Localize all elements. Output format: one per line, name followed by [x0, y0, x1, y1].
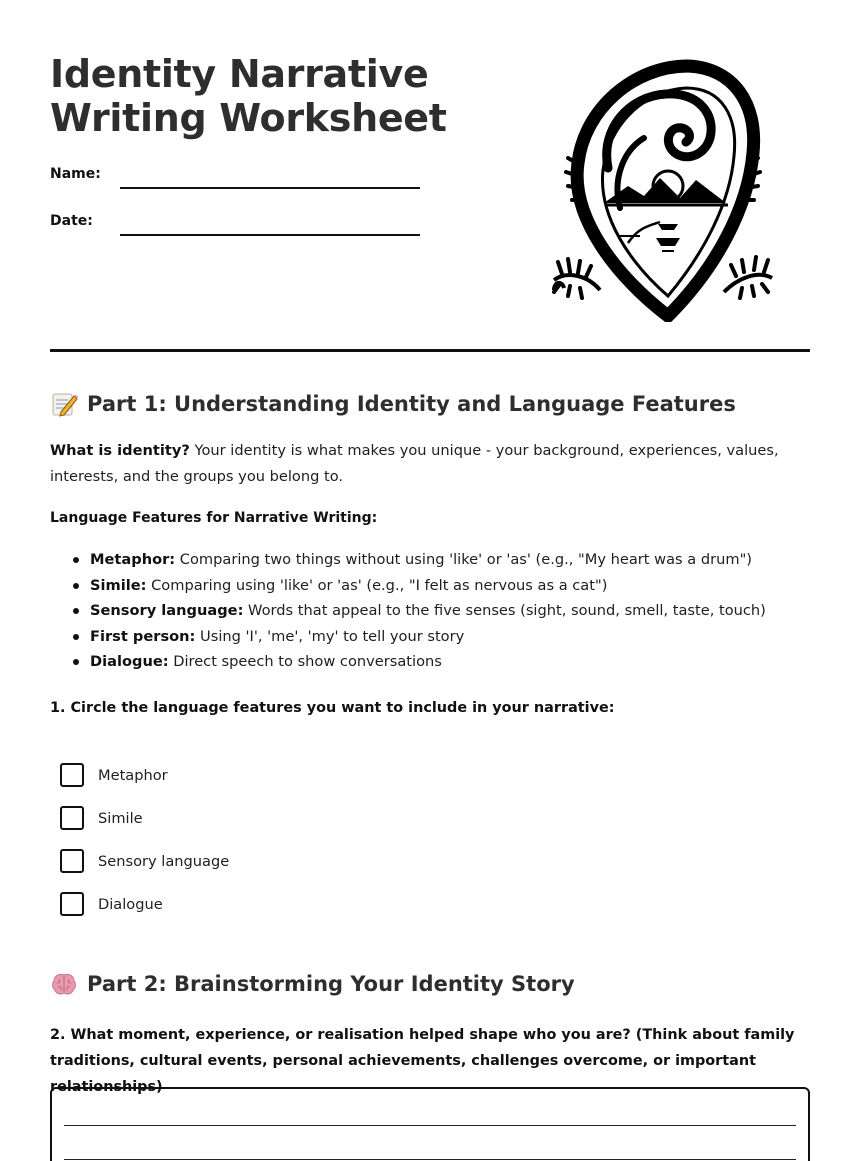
- name-field[interactable]: [120, 187, 420, 189]
- question-2: 2. What moment, experience, or realisation helped shape who you are? (Think about family traditions, cultural events, personal achievements, challenges overcome, or important relationships): [50, 1027, 795, 1095]
- option-label: Sensory language: [98, 852, 230, 870]
- option-label: Metaphor: [98, 766, 168, 784]
- date-label: Date:: [50, 213, 93, 229]
- identity-paragraph: [50, 438, 815, 490]
- title-line-2: Writing Worksheet: [50, 96, 447, 140]
- feature-term: Simile:: [90, 576, 147, 594]
- identity-definition: Your identity is what makes you unique - your background, experiences, values, interests, and the groups you belong to.: [50, 442, 779, 485]
- simile-checkbox[interactable]: [60, 806, 84, 830]
- feature-text: Comparing two things without using 'like' or 'as' (e.g., "My heart was a drum"): [175, 551, 752, 568]
- answer-box[interactable]: [50, 1087, 810, 1161]
- answer-line: [64, 1125, 796, 1126]
- identity-term: What is identity?: [50, 442, 190, 459]
- date-field[interactable]: [120, 234, 420, 236]
- koru-landscape-logo-icon: [548, 58, 778, 322]
- name-label: Name:: [50, 166, 101, 182]
- header-divider: [50, 349, 810, 352]
- list-item: [70, 598, 766, 624]
- list-item: [70, 573, 766, 599]
- feature-term: Metaphor:: [90, 551, 176, 568]
- features-heading: Language Features for Narrative Writing:: [50, 510, 378, 526]
- option-label: Dialogue: [98, 895, 163, 913]
- option-metaphor[interactable]: [60, 763, 168, 787]
- memo-pencil-icon: [50, 390, 78, 418]
- title-line-1: Identity Narrative: [50, 52, 429, 96]
- option-label: Simile: [98, 809, 143, 827]
- worksheet-title: [50, 52, 447, 140]
- answer-line: [64, 1159, 796, 1160]
- sensory-language-checkbox[interactable]: [60, 849, 84, 873]
- option-simile[interactable]: [60, 806, 143, 830]
- feature-text: Words that appeal to the five senses (sight, sound, smell, taste, touch): [243, 602, 766, 619]
- part2-heading-text: Part 2: Brainstorming Your Identity Story: [87, 972, 575, 996]
- part1-heading-text: Part 1: Understanding Identity and Language Features: [87, 392, 736, 416]
- dialogue-checkbox[interactable]: [60, 892, 84, 916]
- part2-heading: [50, 970, 575, 998]
- features-list: [70, 547, 766, 675]
- feature-text: Using 'I', 'me', 'my' to tell your story: [195, 627, 465, 645]
- question-1: 1. Circle the language features you want to include in your narrative:: [50, 700, 615, 716]
- option-dialogue[interactable]: [60, 892, 163, 916]
- feature-text: Direct speech to show conversations: [168, 653, 442, 670]
- feature-term: First person:: [90, 627, 196, 645]
- feature-term: Sensory language:: [90, 602, 244, 619]
- feature-term: Dialogue:: [90, 653, 169, 670]
- metaphor-checkbox[interactable]: [60, 763, 84, 787]
- feature-text: Comparing using 'like' or 'as' (e.g., "I felt as nervous as a cat"): [146, 576, 608, 594]
- part1-heading: [50, 390, 736, 418]
- list-item: [70, 547, 766, 573]
- option-sensory-language[interactable]: [60, 849, 229, 873]
- brain-icon: [50, 970, 78, 998]
- list-item: [70, 649, 766, 675]
- list-item: [70, 624, 766, 650]
